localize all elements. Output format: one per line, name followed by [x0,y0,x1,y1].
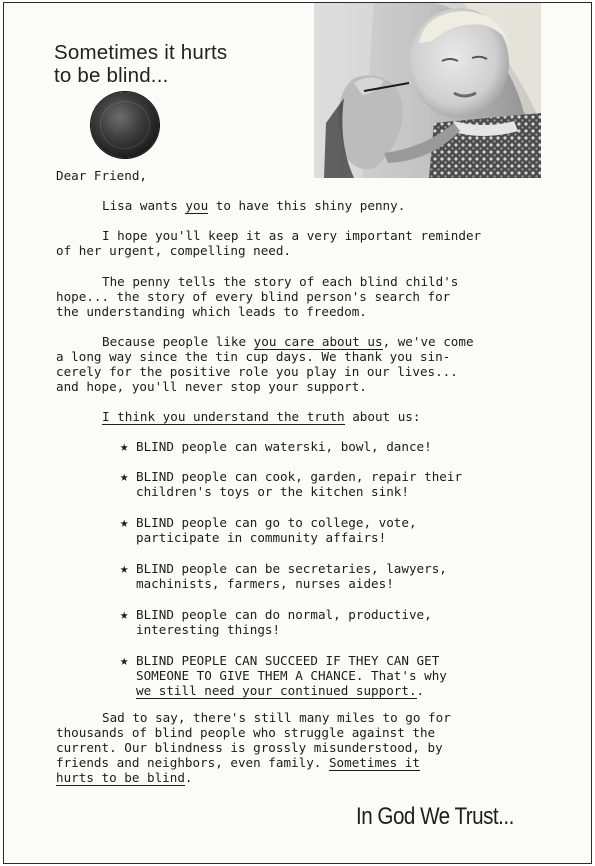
bullet-6-line-3 [136,683,424,699]
bullet-6-line-2: SOMEONE TO GIVE THEM A CHANCE. That's why [136,668,447,683]
headline-line-1: Sometimes it hurts [54,41,228,64]
bullet-4-line-2: machinists, farmers, nurses aides! [136,576,394,591]
bullet-star-icon: ★ [120,515,129,531]
headline-line-2: to be blind... [54,64,169,87]
bullet-star-icon: ★ [120,561,129,577]
p4-l1-pre: Because people like [102,334,254,349]
p4-line-3: cerely for the positive role you play in our lives... [56,364,458,379]
p6-line-2: thousands of blind people who struggle against the [56,725,436,740]
paragraph-1 [102,198,405,214]
p4-l1-post: , we've come [382,334,474,349]
p6-l5-underlined: hurts to be blind [56,770,185,785]
bullet-3-line-1: BLIND people can go to college, vote, [136,515,417,530]
bullet-5-line-1: BLIND people can do normal, productive, [136,607,432,622]
p5-underlined: I think you understand the truth [102,409,345,424]
p6-line-1: Sad to say, there's still many miles to go for [102,710,451,725]
p1-text-pre: Lisa wants [102,198,186,213]
letter-page [3,2,592,864]
p6-line-4 [56,755,420,771]
p6-l4-pre: friends and neighbors, even family. [56,755,329,770]
bullet-2-line-1: BLIND people can cook, garden, repair their [136,469,463,484]
bullet-6-underlined: we still need your continued support. [136,683,417,698]
p3-line-1: The penny tells the story of each blind child's [102,274,459,289]
p6-l5-post: . [184,770,193,785]
photo-illustration [314,3,541,178]
bullet-4-line-1: BLIND people can be secretaries, lawyers, [136,561,447,576]
bullet-star-icon: ★ [120,607,129,623]
p4-underlined-you-care: you care about us [253,334,383,349]
p6-line-5 [56,770,193,786]
bullet-star-icon: ★ [120,653,129,669]
bullet-6-tail: . [416,683,425,698]
p5-line [102,409,420,425]
p2-line-2: of her urgent, compelling need. [56,243,292,258]
p4-line-4: and hope, you'll never stop your support. [56,379,367,394]
bullet-3-line-2: participate in community affairs! [136,530,387,545]
bullet-star-icon: ★ [120,469,129,485]
bullet-2-line-2: children's toys or the kitchen sink! [136,484,409,499]
p3-line-2: hope... the story of every blind person's search for [56,289,451,304]
signoff: In God We Trust... [356,803,514,830]
p4-line-1 [102,334,474,350]
bullet-5-line-2: interesting things! [136,622,281,637]
p4-line-2: a long way since the tin cup days. We thank you sin- [56,349,451,364]
headline [54,41,227,87]
photo-girl-with-penny [314,3,541,178]
penny-image [91,92,159,158]
p1-underlined-you: you [185,198,209,213]
bullet-6-line-1: BLIND PEOPLE CAN SUCCEED IF THEY CAN GET [136,653,440,668]
p5-post: about us: [344,409,421,424]
p6-l4-underlined: Sometimes it [328,755,420,770]
greeting: Dear Friend, [56,168,147,183]
p3-line-3: the understanding which leads to freedom. [56,304,367,319]
p1-text-post: to have this shiny penny. [208,198,406,213]
bullet-star-icon: ★ [120,439,129,455]
p2-line-1: I hope you'll keep it as a very important reminder [102,228,482,243]
bullet-1-line-1: BLIND people can waterski, bowl, dance! [136,439,432,454]
p6-line-3: current. Our blindness is grossly misunderstood, by [56,740,443,755]
